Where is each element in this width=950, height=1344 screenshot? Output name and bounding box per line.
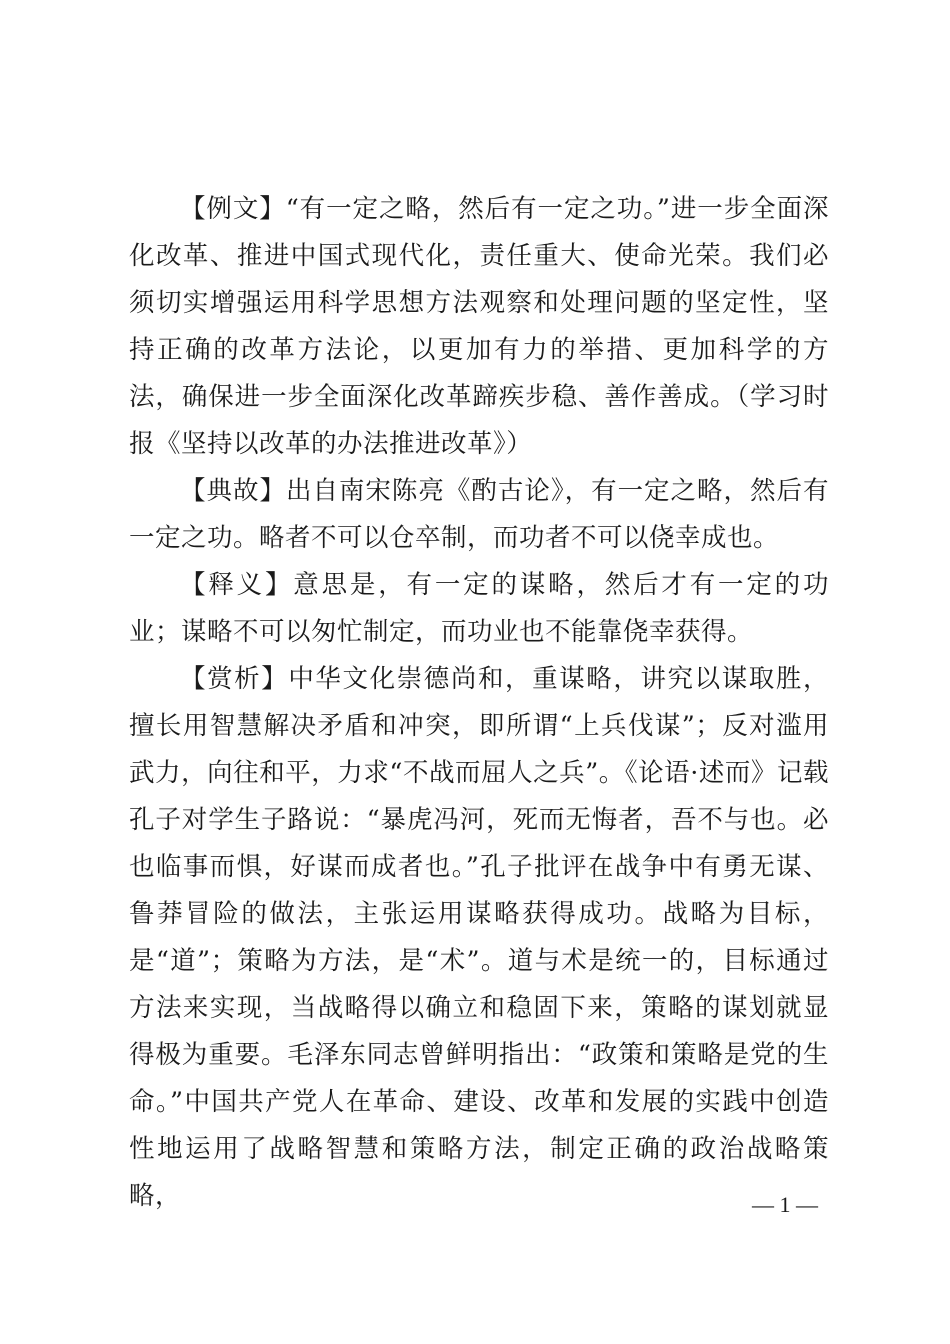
section-tag-allusion: 【典故】: [180, 476, 286, 506]
paragraph-example-text: “有一定之略，然后有一定之功。”进一步全面深化改革、推进中国式现代化，责任重大、使命光荣。我们必须切实增强运用科学思想方法观察和处理问题的坚定性，坚持正确的改革方法论，以更加有力的举措、更加科学的方法，确保进一步全面深化改革蹄疾步稳、善作善成。（学习时报《坚持以改革的办法推进改革》）: [129, 194, 829, 459]
paragraph-analysis-text: 中华文化崇德尚和，重谋略，讲究以谋取胜，擅长用智慧解决矛盾和冲突，即所谓“上兵伐谋”；反对滥用武力，向往和平，力求“不战而屈人之兵”。《论语·述而》记载孔子对学生子路说：“暴虎冯河，死而无悔者，吾不与也。必也临事而惧，好谋而成者也。”孔子批评在战争中有勇无谋、鲁莽冒险的做法，主张运用谋略获得成功。战略为目标，是“道”；策略为方法，是“术”。道与术是统一的，目标通过方法来实现，当战略得以确立和稳固下来，策略的谋划就显得极为重要。毛泽东同志曾鲜明指出：“政策和策略是党的生命。”中国共产党人在革命、建设、改革和发展的实践中创造性地运用了战略智慧和策略方法，制定正确的政治战略策略，: [129, 664, 829, 1211]
document-body: [129, 186, 829, 1220]
paragraph-meaning: [129, 562, 829, 656]
paragraph-analysis: [129, 656, 829, 1220]
section-tag-analysis: 【赏析】: [180, 664, 289, 694]
paragraph-allusion-text: 出自南宋陈亮《酌古论》，有一定之略，然后有一定之功。略者不可以仓卒制，而功者不可以侥幸成也。: [129, 476, 829, 553]
page-number: — 1 —: [752, 1192, 818, 1217]
paragraph-meaning-text: 意思是，有一定的谋略，然后才有一定的功业；谋略不可以匆忙制定，而功业也不能靠侥幸获得。: [129, 570, 829, 647]
paragraph-example: [129, 186, 829, 468]
paragraph-allusion: [129, 468, 829, 562]
section-tag-meaning: 【释义】: [180, 570, 294, 600]
section-tag-example: 【例文】: [180, 194, 286, 224]
